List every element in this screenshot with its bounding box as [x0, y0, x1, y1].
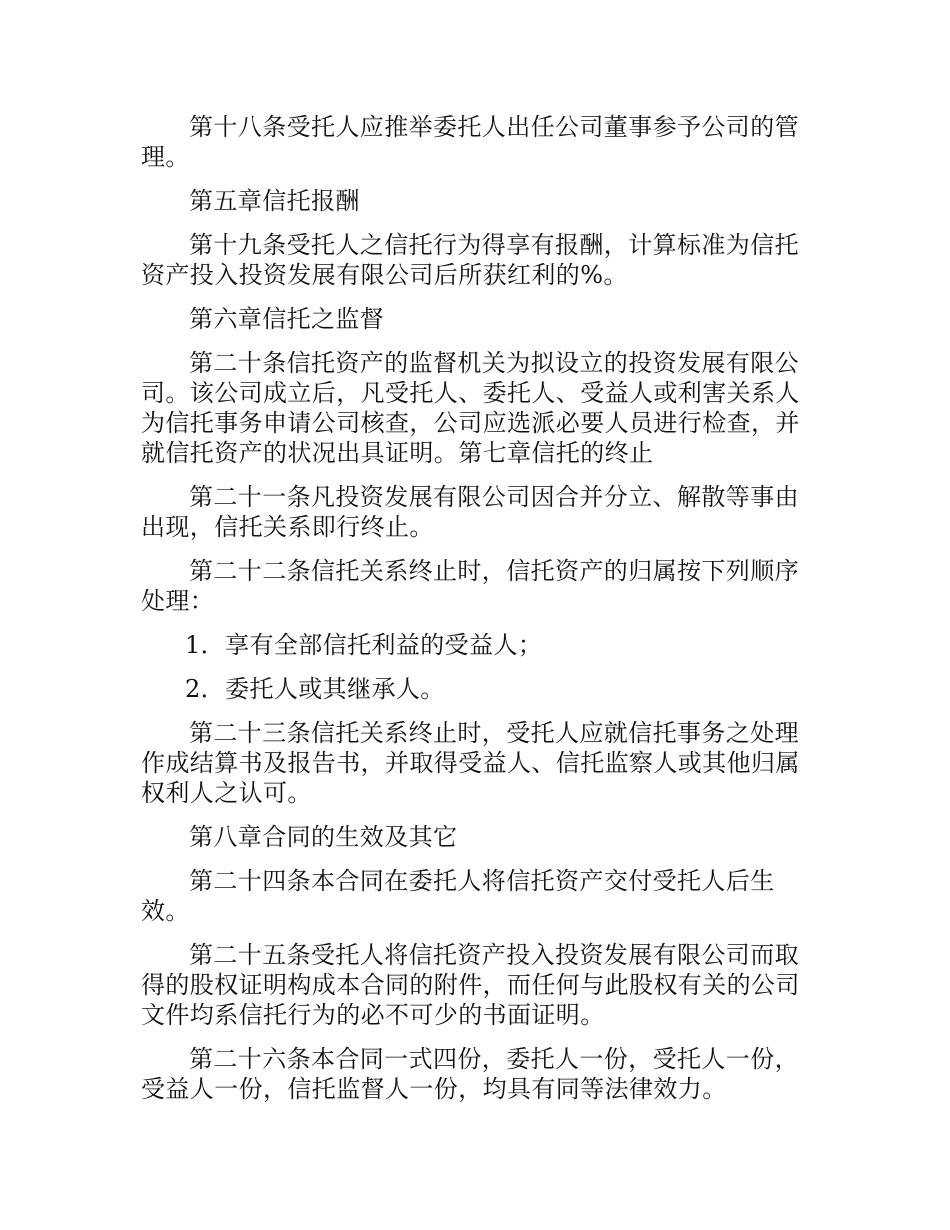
- chapter-5-heading: 第五章信托报酬: [189, 187, 360, 215]
- article-18: 第十八条受托人应推举委托人出任公司董事参予公司的管理。: [141, 113, 799, 171]
- article-26: 第二十六条本合同一式四份，委托人一份，受托人一份，受益人一份，信托监督人一份，均具有同等法律效力。: [141, 1045, 799, 1103]
- article-24: 第二十四条本合同在委托人将信托资产交付受托人后生效。: [141, 867, 775, 925]
- document-body: [141, 112, 817, 1118]
- article-21: 第二十一条凡投资发展有限公司因合并分立、解散等事由出现，信托关系即行终止。: [141, 483, 799, 541]
- article-19: 第十九条受托人之信托行为得享有报酬，计算标准为信托资产投入投资发展有限公司后所获红利的%。: [141, 231, 799, 289]
- article-23: 第二十三条信托关系终止时，受托人应就信托事务之处理作成结算书及报告书，并取得受益人、信托监察人或其他归属权利人之认可。: [141, 719, 800, 807]
- chapter-8-heading: 第八章合同的生效及其它: [189, 823, 458, 851]
- article-22: 第二十二条信托关系终止时，信托资产的归属按下列顺序处理：: [141, 557, 799, 615]
- article-25: 第二十五条受托人将信托资产投入投资发展有限公司而取得的股权证明构成本合同的附件，而任何与此股权有关的公司文件均系信托行为的必不可少的书面证明。: [141, 941, 800, 1029]
- chapter-6-heading: 第六章信托之监督: [189, 305, 385, 333]
- list-item-2: 2．委托人或其继承人。: [185, 675, 445, 703]
- list-item-1: 1．享有全部信托利益的受益人；: [185, 631, 543, 659]
- article-20: 第二十条信托资产的监督机关为拟设立的投资发展有限公司。该公司成立后，凡受托人、委托人、受益人或利害关系人为信托事务申请公司核查，公司应选派必要人员进行检查，并就信托资产的状况出具证明。第七章信托的终止: [141, 349, 800, 467]
